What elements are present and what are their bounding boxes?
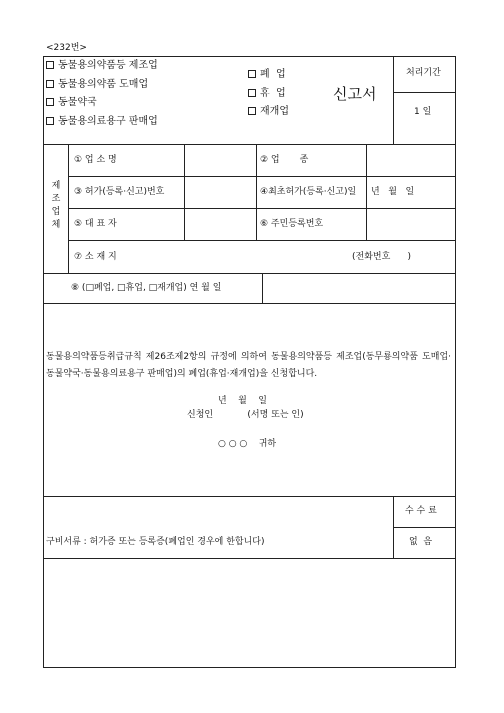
- checkbox-icon[interactable]: [46, 61, 54, 69]
- field-representative: ⑤ 대 표 자: [74, 219, 117, 229]
- processing-period-label: 처리기간: [406, 68, 441, 78]
- fee-label: 수 수 료: [405, 506, 437, 516]
- application-date: 년 월 일: [218, 396, 267, 406]
- application-statement: 동물용의약품등취급규칙 제26조제2항의 규정에 의하여 동물용의약품등 제조업(동무룡의약품 도매업·동물약국·동물용의료용구 판매업)의 폐업(휴업·재개업)을 신청합니다.: [46, 352, 451, 379]
- fee-value: 없 음: [409, 537, 433, 547]
- business-type-device-sales[interactable]: 동물용의료용구 판매업: [46, 117, 158, 127]
- report-type-suspension[interactable]: 휴 업: [248, 89, 286, 99]
- field-license-number: ③ 허가(등록·신고)번호: [74, 187, 165, 197]
- field-first-license-date: ④최초허가(등록·신고)일: [260, 187, 357, 197]
- checkbox-icon[interactable]: [46, 117, 54, 125]
- processing-period-value: 1 일: [414, 107, 432, 117]
- business-type-pharmacy[interactable]: 동물약국: [46, 98, 97, 108]
- first-license-date-value: 년 월 일: [371, 187, 415, 197]
- checkbox-icon[interactable]: [248, 89, 256, 97]
- field-closure-date: ⑧ (□폐업, □휴업, □재개업) 연 월 일: [71, 283, 222, 293]
- section-label-manufacturer: 제조업체: [51, 181, 61, 230]
- checkbox-icon[interactable]: [248, 107, 256, 115]
- field-resident-number: ⑥ 주민등록번호: [260, 219, 324, 229]
- checkbox-icon[interactable]: [46, 80, 54, 88]
- form-title: 신고서: [333, 85, 377, 103]
- recipient: ○ ○ ○ 귀하: [218, 439, 277, 449]
- field-address: ⑦ 소 재 지: [74, 252, 117, 262]
- report-type-closure[interactable]: 폐 업: [248, 70, 286, 80]
- form-number: <232번>: [46, 43, 87, 53]
- checkbox-icon[interactable]: [46, 98, 54, 106]
- field-phone: (전화번호 ): [352, 252, 411, 262]
- field-business-type: ② 업 종: [260, 155, 309, 165]
- business-type-wholesale[interactable]: 동물용의약품 도매업: [46, 80, 148, 90]
- applicant-signature: 신청인 (서명 또는 인): [187, 410, 304, 420]
- checkbox-icon[interactable]: [248, 70, 256, 78]
- business-type-manufacture[interactable]: 동물용의약품등 제조업: [46, 61, 158, 71]
- required-documents: 구비서류 : 허가증 또는 등록증(폐업인 경우에 한합니다): [46, 537, 265, 547]
- field-business-name: ① 업 소 명: [74, 155, 117, 165]
- report-type-reopening[interactable]: 재개업: [248, 107, 289, 117]
